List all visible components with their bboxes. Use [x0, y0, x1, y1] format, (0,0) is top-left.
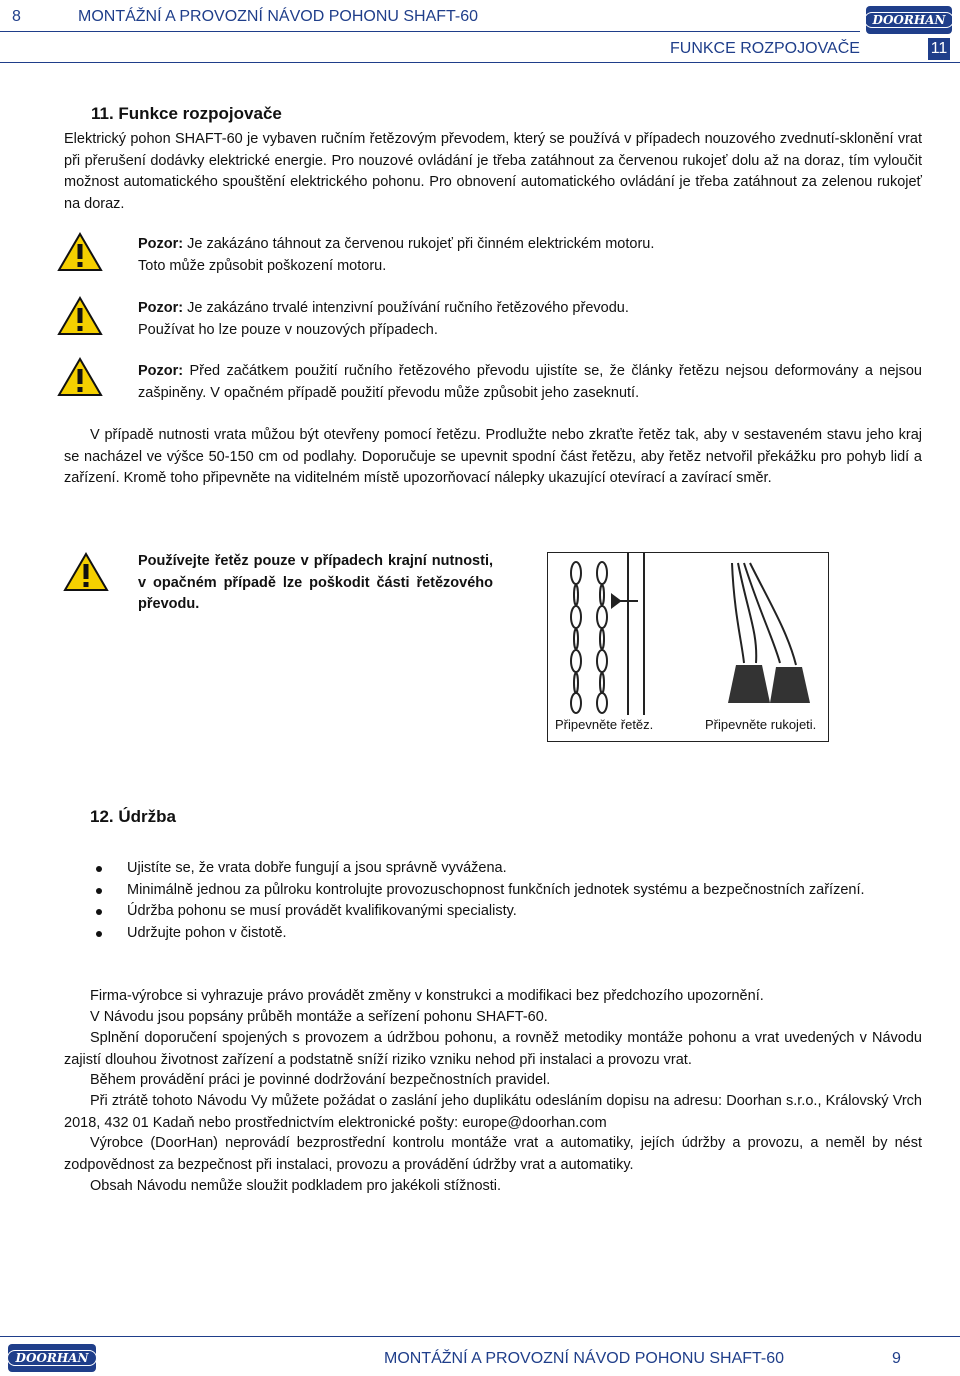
header-left-title: MONTÁŽNÍ A PROVOZNÍ NÁVOD POHONU SHAFT-60 — [78, 8, 479, 25]
header-right-section-number: 11 — [928, 38, 950, 60]
header-rule-top — [0, 31, 860, 32]
warning-line: Je zakázáno táhnout za červenou rukojeť při činném elektrickém motoru. — [183, 236, 655, 252]
warning-label: Pozor: — [138, 363, 184, 379]
footer-title: MONTÁŽNÍ A PROVOZNÍ NÁVOD POHONU SHAFT-60 — [384, 1350, 785, 1367]
warning-line: Před začátkem použití ručního řetězového převodu ujistíte se, že články řetězu nejsou deformovány a nejsou zašpiněny. V opačném případě použití převodu může způsobit jeho zaseknutí. — [138, 363, 922, 401]
section-12-title: 12. Údržba — [90, 807, 176, 826]
paragraph: V Návodu jsou popsány průběh montáže a seřízení pohonu SHAFT-60. — [90, 1009, 548, 1025]
footer-page-number: 9 — [892, 1350, 901, 1367]
paragraph: Obsah Návodu nemůže sloužit podkladem pro jakékoli stížnosti. — [90, 1178, 502, 1194]
warning-line: Používat ho lze pouze v nouzových případech. — [138, 321, 438, 338]
warning-text-1 — [138, 234, 928, 277]
warning-icon — [57, 296, 103, 336]
paragraph: Při ztrátě tohoto Návodu Vy můžete požádat o zaslání jeho duplikátu odesláním dopisu na adresu: Doorhan s.r.o., Královský Vrch 2018, 432 01 Kadaň nebo prostřednictvím elektronické pošty: europe@doorhan.com — [64, 1093, 922, 1131]
paragraph: Během provádění práci je povinné dodržování bezpečnostních pravidel. — [90, 1072, 551, 1088]
warning-line: Je zakázáno trvalé intenzivní používání ručního řetězového převodu. — [183, 300, 629, 316]
header-right-section: FUNKCE ROZPOJOVAČE — [670, 40, 860, 57]
warning-text-2 — [138, 298, 928, 341]
chain-illustration-frame — [547, 552, 829, 742]
paragraph: Výrobce (DoorHan) neprovádí bezprostřední kontrolu montáže vrat a automatiky, jejích údržby a provozu, a neměl by nést zodpovědnost za bezpečnost při instalaci, provozu a provádění údržby vrat a automatiky. — [64, 1135, 922, 1173]
list-item: Údržba pohonu se musí provádět kvalifikovanými specialisty. — [64, 901, 922, 923]
list-item: Minimálně jednou za půlroku kontrolujte provozuschopnost funkčních jednotek systému a bezpečnostních zařízení. — [64, 880, 922, 902]
section-11-paragraph: Elektrický pohon SHAFT-60 je vybaven ručním řetězovým převodem, který se používá v případech nouzového zvednutí-sklonění vrat při přerušení dodávky elektrické energie. Pro nouzové ovládání je třeba zatáhnout za červenou rukojeť dolu až na doraz, tím vyloučit možnost automatického spouštění elektrického pohonu. Pro obnovení automatického ovládání je třeba zatáhnout za zelenou rukojeť na doraz. — [64, 131, 922, 212]
footer-rule — [0, 1336, 960, 1337]
list-item: Udržujte pohon v čistotě. — [64, 923, 922, 945]
header-logo: DOORHAN — [866, 6, 952, 34]
chain-paragraph: V případě nutnosti vrata můžou být otevřeny pomocí řetězu. Prodlužte nebo zkraťte řetěz tak, aby v sestaveném stavu jeho kraj se nacházel ve výšce 50-150 cm od podlahy. Doporučuje se upevnit spodní část řetězu, aby řetěz netvořil překážku pro pohyb lidí a zařízení. Kromě toho připevněte na viditelném místě upozorňovací nálepky ukazující otevírací a zavírací směr. — [64, 427, 922, 486]
paragraph: Splnění doporučení spojených s provozem a údržbou pohonu, a rovněž metodiky montáže pohonu a vrat uvedených v Návodu zajistí dlouhou životnost zařízení a podstatně sníží riziko vzniku nehod při instalaci a provozu vrat. — [64, 1030, 922, 1068]
warning-icon — [57, 357, 103, 397]
header-rule-bottom — [0, 62, 960, 63]
warning-label: Pozor: — [138, 300, 184, 316]
warning-icon — [57, 232, 103, 272]
maintenance-list — [64, 858, 922, 944]
warning-line: Toto může způsobit poškození motoru. — [138, 257, 387, 274]
footer-logo: DOORHAN — [8, 1344, 96, 1372]
caption-attach-chain: Připevněte řetěz. — [555, 717, 654, 732]
warning-icon — [63, 552, 109, 592]
caption-attach-handles: Připevněte rukojeti. — [705, 717, 817, 732]
chain-warning-text: Používejte řetěz pouze v případech krajní nutnosti, v opačném případě lze poškodit části řetězového převodu. — [138, 553, 493, 612]
header-left-page-number: 8 — [12, 8, 21, 25]
list-item: Ujistíte se, že vrata dobře fungují a jsou správně vyvážena. — [64, 858, 922, 880]
chain-illustration — [548, 553, 828, 715]
section-11-title: 11. Funkce rozpojovače — [91, 104, 282, 123]
warning-text-3 — [138, 361, 922, 404]
paragraph: Firma-výrobce si vyhrazuje právo provádět změny v konstrukci a modifikaci bez předchozího upozornění. — [90, 988, 764, 1004]
warning-label: Pozor: — [138, 236, 184, 252]
